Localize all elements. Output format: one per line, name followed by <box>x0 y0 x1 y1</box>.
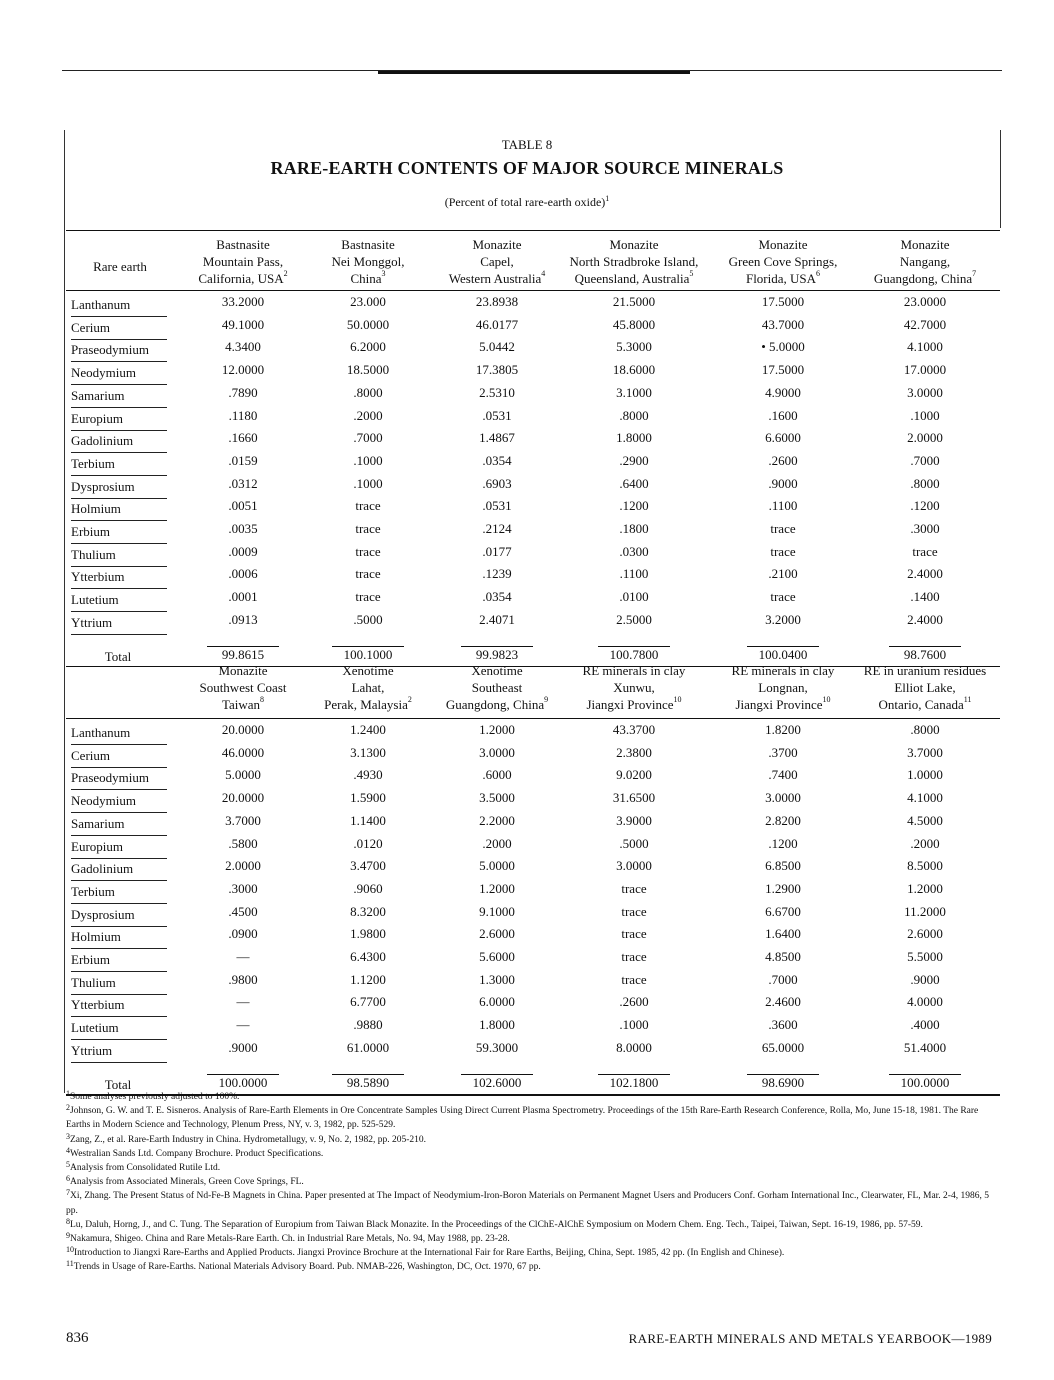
table-cell: 61.0000 <box>346 1039 390 1055</box>
table-cell: .1400 <box>910 589 940 605</box>
column-header-line: Green Cove Springs, <box>728 254 838 269</box>
row-label: Europium <box>71 410 167 428</box>
table-cell: .1100 <box>619 566 649 582</box>
table-cell: 2.3800 <box>616 744 652 760</box>
table-cell: .0051 <box>228 498 258 514</box>
table-cell: .1660 <box>228 430 258 446</box>
table-cell: 18.6000 <box>612 362 656 378</box>
table-cell: 2.4600 <box>765 994 801 1010</box>
table-cell: 17.3805 <box>475 362 519 378</box>
column-header-line: Monazite <box>609 237 659 252</box>
table-cell: .5000 <box>619 835 649 851</box>
table-cell: trace <box>621 903 647 919</box>
row-label: Praseodymium <box>71 341 167 359</box>
column-header-line: RE in uranium residues <box>863 663 987 678</box>
table-cell: 4.1000 <box>907 339 943 355</box>
table-cell: 6.8500 <box>765 858 801 874</box>
footnote: $^3$Zang, Z., et al. Rare-Earth Industry in China. Hydrometallugy, v. 9, No. 2, 1982, pp. 205-210. <box>66 1131 427 1145</box>
table-cell: .6400 <box>619 475 649 491</box>
table-cell: .2000 <box>353 407 383 423</box>
table-cell: .0100 <box>619 589 649 605</box>
table-cell: .9000 <box>228 1039 258 1055</box>
footnote: $^9$Nakamura, Shigeo. China and Rare Metals-Rare Earth. Ch. in Industrial Rare Metals, No. 94, May 1988, pp. 23-28. <box>66 1231 510 1245</box>
table-cell: 5.0000 <box>225 767 261 783</box>
table-cell: .9880 <box>353 1017 383 1033</box>
table-cell: trace <box>355 543 381 559</box>
column-header-line: Southeast <box>471 680 523 695</box>
stub-header: Rare earth <box>93 259 147 274</box>
table-cell: .8000 <box>910 475 940 491</box>
column-header-line: Nei Monggol, <box>331 254 405 269</box>
footnote: $^1$Some analyses previously adjusted to 100%. <box>66 1089 240 1102</box>
table-cell: 65.0000 <box>761 1039 805 1055</box>
column-header-line: Xenotime <box>342 663 394 678</box>
table-cell: .4000 <box>910 1017 940 1033</box>
table-cell: 8.5000 <box>907 858 943 874</box>
table-cell: 3.0000 <box>765 790 801 806</box>
table-cell: .2124 <box>482 521 512 536</box>
column-header <box>549 236 719 287</box>
table-cell: 42.7000 <box>903 316 947 332</box>
column-header-line: Xenotime <box>471 663 523 678</box>
table-cell: .1000 <box>619 1017 649 1033</box>
table-cell: 4.3400 <box>225 339 261 355</box>
top-rule-accent <box>378 71 690 74</box>
table-cell: .1800 <box>619 521 649 536</box>
table-cell: 23.0000 <box>903 294 947 309</box>
row-label: Lanthanum <box>71 724 167 742</box>
table-cell: 46.0000 <box>221 744 265 760</box>
table-cell: 3.7000 <box>907 744 943 760</box>
table-cell: .2100 <box>768 566 798 582</box>
column-header-line: Perak, Malaysia$^2$ <box>324 695 412 712</box>
table-cell: 17.0000 <box>903 362 947 378</box>
total-cell: 100.0400 <box>758 647 808 662</box>
column-header-line: Taiwan$^8$ <box>221 695 265 712</box>
table-cell: 6.2000 <box>350 339 386 355</box>
table-cell: .1000 <box>353 452 383 468</box>
table-cell: .2900 <box>619 452 649 468</box>
table-cell: .0900 <box>228 926 258 942</box>
table-cell: 6.0000 <box>479 994 515 1010</box>
total-cell: 99.8615 <box>221 647 265 662</box>
table-cell: 1.2000 <box>479 880 515 896</box>
table-cell: 8.0000 <box>616 1039 652 1055</box>
total-cell: 100.1000 <box>343 647 393 662</box>
table-cell: 12.0000 <box>221 362 265 378</box>
table-cell: 51.4000 <box>903 1039 947 1055</box>
table-cell: — <box>236 994 250 1010</box>
running-title: RARE-EARTH MINERALS AND METALS YEARBOOK—1989 <box>628 1331 992 1346</box>
table-cell: .2000 <box>482 835 512 851</box>
table-cell: .7890 <box>228 384 258 400</box>
table-cell: .1239 <box>482 566 512 582</box>
table-cell: 3.1000 <box>616 384 652 400</box>
column-header-line: Monazite <box>218 663 268 678</box>
table-cell: .0035 <box>228 521 258 536</box>
table-cell: 20.0000 <box>221 722 265 737</box>
table-cell: trace <box>770 589 796 605</box>
table-cell: .6000 <box>482 767 512 783</box>
footnote: $^7$Xi, Zhang. The Present Status of Nd-Fe-B Magnets in China. Paper presented at The Impact of Neodymium-Iron-Boron Materials on Permanent Magnet Users and Producers Conf. Gorham International Inc., Clearwater, FL, Mar. 2-4, 1986, 5 pp. <box>66 1188 989 1216</box>
table-cell: 9.1000 <box>479 903 515 919</box>
table-cell: 2.0000 <box>907 430 943 446</box>
table-cell: 23.000 <box>350 294 386 309</box>
table-cell: 1.8200 <box>765 722 801 737</box>
column-header <box>840 236 1010 287</box>
table-cell: .0177 <box>482 543 512 559</box>
table-cell: .0913 <box>228 611 258 627</box>
table-cell: 31.6500 <box>612 790 656 806</box>
table-cell: 1.1200 <box>350 971 386 987</box>
column-header <box>840 662 1010 713</box>
table-cell: trace <box>770 543 796 559</box>
table-cell: 3.4700 <box>350 858 386 874</box>
row-label: Lutetium <box>71 591 167 609</box>
header-bottom-rule <box>66 718 1000 719</box>
table-cell: 1.2000 <box>479 722 515 737</box>
table-cell: .0312 <box>228 475 258 491</box>
table-cell: 6.4300 <box>350 949 386 964</box>
column-header <box>549 662 719 713</box>
total-cell: 98.5890 <box>346 1075 390 1090</box>
row-label: Thulium <box>71 546 167 564</box>
table-cell: 4.9000 <box>765 384 801 400</box>
row-label: Terbium <box>71 883 167 901</box>
table-cell: 4.5000 <box>907 812 943 828</box>
table-cell: 1.8000 <box>616 430 652 446</box>
row-label: Praseodymium <box>71 769 167 787</box>
footnote: $^8$Lu, Daluh, Horng, J., and C. Tung. The Separation of Europium from Taiwan Black Monazite. In the Proceedings of the ClChE-AlChE Symposium on Modern Chem. Eng. Tech., Taipei, Taiwan, Sept. 16-19, 1986, pp. 57-59. <box>66 1216 923 1230</box>
table-cell: .5800 <box>228 835 258 851</box>
table-cell: 3.1300 <box>350 744 386 760</box>
table-cell: 1.5900 <box>350 790 386 806</box>
table-cell: trace <box>621 949 647 964</box>
table-cell: 49.1000 <box>221 316 265 332</box>
table-cell: .9000 <box>910 971 940 987</box>
table-cell: 3.5000 <box>479 790 515 806</box>
row-label: Terbium <box>71 455 167 473</box>
total-cell: 100.7800 <box>609 647 659 662</box>
table-cell: 2.2000 <box>479 812 515 828</box>
table-cell: 17.5000 <box>761 362 805 378</box>
row-label: Europium <box>71 838 167 856</box>
table-cell: 4.8500 <box>765 949 801 964</box>
row-label: Cerium <box>71 319 167 337</box>
row-label: Ytterbium <box>71 996 167 1014</box>
column-header-line: Monazite <box>472 237 522 252</box>
table-cell: .8000 <box>353 384 383 400</box>
table-cell: 6.6000 <box>765 430 801 446</box>
column-header-line: Nangang, <box>899 254 951 269</box>
row-label: Yttrium <box>71 614 167 632</box>
table-cell: .1200 <box>910 498 940 514</box>
row-label: Samarium <box>71 387 167 405</box>
column-header-line: Bastnasite <box>341 237 395 252</box>
row-label: Erbium <box>71 951 167 969</box>
row-label: Yttrium <box>71 1042 167 1060</box>
table-cell: 2.4000 <box>907 566 943 582</box>
column-header-line: Monazite <box>758 237 808 252</box>
table-cell: trace <box>621 880 647 896</box>
table-cell: trace <box>621 926 647 942</box>
table-cell: 5.0000 <box>479 858 515 874</box>
table-cell: 3.0000 <box>616 858 652 874</box>
table-cell: 6.6700 <box>765 903 801 919</box>
table-cell: • 5.0000 <box>761 339 805 355</box>
table-cell: .1000 <box>353 475 383 491</box>
column-header-line: Capel, <box>480 254 514 269</box>
table-cell: 2.6000 <box>479 926 515 942</box>
total-cell: 98.6900 <box>761 1075 805 1090</box>
table-cell: 17.5000 <box>761 294 805 309</box>
total-cell: 98.7600 <box>903 647 947 662</box>
row-label: Gadolinium <box>71 432 167 450</box>
column-header-line: RE minerals in clay <box>582 663 686 678</box>
table-cell: 1.1400 <box>350 812 386 828</box>
table-cell: 1.8000 <box>479 1017 515 1033</box>
row-label: Cerium <box>71 747 167 765</box>
column-header-line: Jiangxi Province$^{10}$ <box>735 695 831 712</box>
column-header-line: Longnan, <box>758 680 808 695</box>
table-cell: .3600 <box>768 1017 798 1033</box>
table-cell: 1.0000 <box>907 767 943 783</box>
footnote: $^5$Analysis from Consolidated Rutile Ltd. <box>66 1160 221 1174</box>
left-margin-bar <box>64 130 65 1093</box>
column-header-line: Guangdong, China$^9$ <box>445 695 549 712</box>
table-cell: 43.3700 <box>612 722 656 737</box>
table-subtitle: (Percent of total rare-earth oxide)$^1$ <box>444 194 610 209</box>
table-cell: 23.8938 <box>475 294 519 309</box>
footnote: $^2$Johnson, G. W. and T. E. Sisneros. Analysis of Rare-Earth Elements in Ore Concentrate Samples Using Direct Current Plasma Spectrometry. Proceedings of the 15th Rare-Earth Research Conference, Rolla, Mo, June 15-18, 1981. The Rare Earths in Modern Science and Technology, Plenum Press, NY, v. 3, 1982, pp. 525-529. <box>66 1103 979 1131</box>
header-bottom-rule <box>66 290 1000 291</box>
column-header-line: Monazite <box>900 237 950 252</box>
table-cell: trace <box>912 543 938 559</box>
column-header-line: China$^3$ <box>350 269 386 286</box>
table-cell: .0001 <box>228 589 258 605</box>
column-header-line: Southwest Coast <box>199 680 287 695</box>
table-cell: .7000 <box>768 971 798 987</box>
table-cell: 11.2000 <box>904 903 946 919</box>
page-number: 836 <box>66 1330 89 1346</box>
table-cell: .1200 <box>768 835 798 851</box>
table-cell: 8.3200 <box>350 903 386 919</box>
total-cell: 100.0000 <box>218 1075 268 1090</box>
table-cell: 2.5310 <box>479 384 515 400</box>
row-label: Dysprosium <box>71 906 167 924</box>
column-header-line: Lahat, <box>351 680 385 695</box>
table-cell: 4.0000 <box>907 994 943 1010</box>
table-cell: 6.7700 <box>350 994 386 1010</box>
table-cell: 20.0000 <box>221 790 265 806</box>
table-cell: .9060 <box>353 880 383 896</box>
table-cell: .0006 <box>228 566 258 582</box>
table-cell: .4930 <box>353 767 383 783</box>
table-cell: 3.9000 <box>616 812 652 828</box>
column-header-line: Florida, USA$^6$ <box>745 269 821 286</box>
table-cell: .7000 <box>910 452 940 468</box>
row-label: Lanthanum <box>71 296 167 314</box>
footnote: $^4$Westralian Sands Ltd. Company Brochure. Product Specifications. <box>66 1145 324 1159</box>
table-cell: 1.2400 <box>350 722 386 737</box>
table-title: RARE-EARTH CONTENTS OF MAJOR SOURCE MINERALS <box>270 158 784 178</box>
table-cell: trace <box>770 521 796 536</box>
column-header-line: Western Australia$^4$ <box>448 269 546 286</box>
table-cell: 21.5000 <box>612 294 656 309</box>
row-label: Erbium <box>71 523 167 541</box>
table-cell: .4500 <box>228 903 258 919</box>
table-cell: 2.6000 <box>907 926 943 942</box>
row-label: Dysprosium <box>71 478 167 496</box>
table-cell: 2.8200 <box>765 812 801 828</box>
table-cell: 2.4000 <box>907 611 943 627</box>
table-cell: 45.8000 <box>612 316 656 332</box>
column-header-line: RE minerals in clay <box>731 663 835 678</box>
column-header-line: Ontario, Canada$^{11}$ <box>878 695 972 712</box>
table-cell: .8000 <box>619 407 649 423</box>
table-cell: 33.2000 <box>221 294 265 309</box>
row-label: Samarium <box>71 815 167 833</box>
column-header-line: Xunwu, <box>613 680 655 695</box>
table-cell: .2600 <box>619 994 649 1010</box>
table-cell: .0531 <box>482 407 512 423</box>
row-label: Gadolinium <box>71 860 167 878</box>
table-cell: 2.5000 <box>616 611 652 627</box>
footnote: $^{10}$Introduction to Jiangxi Rare-Earths and Applied Products. Jiangxi Province Brochure at the International Fair for Rare Earths, Beijing, China, Sept. 1985, 42 pp. (In English and Chinese). <box>66 1245 785 1259</box>
table-cell: .3000 <box>910 521 940 536</box>
column-header-line: California, USA$^2$ <box>198 269 288 286</box>
table-cell: .9000 <box>768 475 798 491</box>
row-label: Lutetium <box>71 1019 167 1037</box>
table-cell: 2.0000 <box>225 858 261 874</box>
table-cell: trace <box>355 566 381 582</box>
table-cell: .8000 <box>910 722 940 737</box>
table-cell: 9.0200 <box>616 767 652 783</box>
table-cell: 3.0000 <box>479 744 515 760</box>
row-label: Thulium <box>71 974 167 992</box>
total-cell: 102.6000 <box>472 1075 522 1090</box>
total-label: Total <box>104 649 132 664</box>
total-cell: 99.9823 <box>475 647 519 662</box>
table-cell: 50.0000 <box>346 316 390 332</box>
table-cell: .0354 <box>482 589 512 605</box>
table-cell: .0300 <box>619 543 649 559</box>
table-cell: trace <box>621 971 647 987</box>
row-label: Neodymium <box>71 364 167 382</box>
table-cell: 5.0442 <box>479 339 515 355</box>
table-cell: .9800 <box>228 971 258 987</box>
total-label: Total <box>104 1077 132 1092</box>
table-cell: 2.4071 <box>479 611 515 627</box>
footnote: $^{11}$Trends in Usage of Rare-Earths. National Materials Advisory Board. Pub. NMAB-226, Washington, DC, Oct. 1970, 67 pp. <box>66 1259 541 1273</box>
table-cell: .5000 <box>353 611 383 627</box>
column-header-line: Jiangxi Province$^{10}$ <box>586 695 682 712</box>
table-cell: .0354 <box>482 452 512 468</box>
table-cell: 1.2900 <box>765 880 801 896</box>
table-cell: 43.7000 <box>761 316 805 332</box>
header-top-rule <box>66 230 1000 231</box>
table-cell: .1000 <box>910 407 940 423</box>
table-cell: 1.2000 <box>907 880 943 896</box>
table-cell: 1.9800 <box>350 926 386 942</box>
column-header-line: Bastnasite <box>216 237 270 252</box>
table-cell: .6903 <box>482 475 512 491</box>
table-cell: 5.3000 <box>616 339 652 355</box>
table-cell: .7400 <box>768 767 798 783</box>
table-cell: .2000 <box>910 835 940 851</box>
column-header-line: Queensland, Australia$^5$ <box>574 269 694 286</box>
table-cell: 59.3000 <box>475 1039 519 1055</box>
table-cell: 5.6000 <box>479 949 515 964</box>
table-cell: 18.5000 <box>346 362 390 378</box>
table-cell: .2600 <box>768 452 798 468</box>
table-label: TABLE 8 <box>501 137 553 152</box>
table-cell: .0009 <box>228 543 258 559</box>
table-cell: .7000 <box>353 430 383 446</box>
table-cell: — <box>236 1017 250 1033</box>
table-cell: .0159 <box>228 452 258 468</box>
table-cell: .3700 <box>768 744 798 760</box>
column-header-line: Elliot Lake, <box>894 680 956 695</box>
table-cell: 1.3000 <box>479 971 515 987</box>
table-cell: .0120 <box>353 835 383 851</box>
table-cell: .1180 <box>228 407 258 423</box>
table-cell: .3000 <box>228 880 258 896</box>
table-cell: trace <box>355 521 381 536</box>
column-header-line: North Stradbroke Island, <box>569 254 699 269</box>
table-cell: 3.0000 <box>907 384 943 400</box>
column-header-line: Guangdong, China$^7$ <box>873 269 977 286</box>
table-cell: .0531 <box>482 498 512 514</box>
table-cell: 46.0177 <box>475 316 519 332</box>
table-cell: .1200 <box>619 498 649 514</box>
table-cell: 3.7000 <box>225 812 261 828</box>
footnotes <box>66 1090 996 1275</box>
footnote: $^6$Analysis from Associated Minerals, Green Cove Springs, FL. <box>66 1174 304 1188</box>
total-cell: 100.0000 <box>900 1075 950 1090</box>
column-header-line: Mountain Pass, <box>202 254 284 269</box>
row-label: Ytterbium <box>71 568 167 586</box>
table-cell: 5.5000 <box>907 949 943 964</box>
table-cell: .1100 <box>768 498 798 514</box>
table-cell: trace <box>355 589 381 605</box>
table-cell: — <box>236 949 250 964</box>
row-label: Neodymium <box>71 792 167 810</box>
table-cell: 1.4867 <box>479 430 515 446</box>
table-cell: 3.2000 <box>765 611 801 627</box>
table-cell: 1.6400 <box>765 926 801 942</box>
row-label: Holmium <box>71 500 167 518</box>
table-cell: 4.1000 <box>907 790 943 806</box>
table-cell: .1600 <box>768 407 798 423</box>
table-cell: trace <box>355 498 381 514</box>
row-label: Holmium <box>71 928 167 946</box>
total-cell: 102.1800 <box>609 1075 659 1090</box>
